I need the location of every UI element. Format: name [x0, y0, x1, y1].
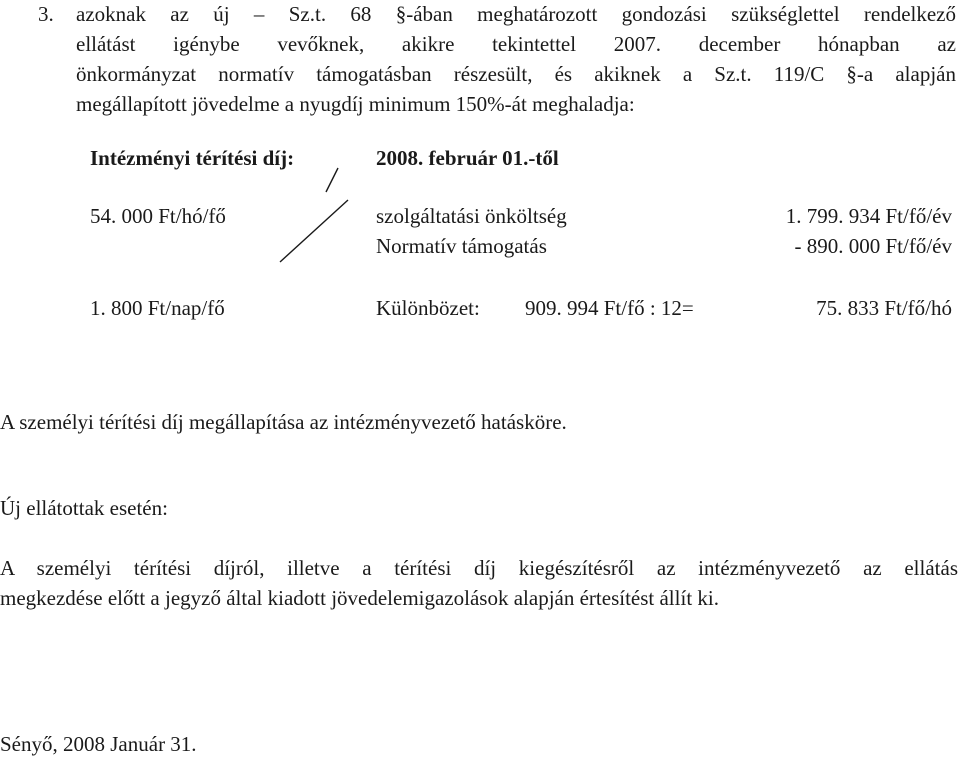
difference-value: 909. 994 Ft/fő : 12= [525, 296, 694, 320]
difference-result: 75. 833 Ft/fő/hó [816, 296, 952, 320]
fee-heading-label: Intézményi térítési díj: [90, 146, 295, 170]
item-line-4: megállapított jövedelme a nyugdíj minimum 150%-át meghaladja: [76, 92, 635, 116]
item-line-2: ellátást igénybe vevőknek, akikre tekintettel 2007. december hónapban az [76, 32, 956, 56]
item-line-1: azoknak az új – Sz.t. 68 §-ában meghatározott gondozási szükséglettel rendelkező [76, 2, 956, 26]
daily-fee: 1. 800 Ft/nap/fő [90, 296, 225, 320]
item-number: 3. [38, 2, 54, 26]
new-clients-line-2: megkezdése előtt a jegyző által kiadott jövedelemigazolások alapján értesítést állít ki. [0, 586, 719, 610]
normative-label: Normatív támogatás [376, 234, 547, 258]
cost-value: 1. 799. 934 Ft/fő/év [785, 204, 952, 228]
place-date: Sényő, 2008 Január 31. [0, 732, 197, 756]
personal-fee-text: A személyi térítési díj megállapítása az intézményvezető hatásköre. [0, 410, 567, 434]
new-clients-heading: Új ellátottak esetén: [0, 496, 168, 520]
difference-label: Különbözet: [376, 296, 480, 320]
cost-label: szolgáltatási önköltség [376, 204, 567, 228]
new-clients-line-1: A személyi térítési díjról, illetve a térítési díj kiegészítésről az intézményvezető az ellátás [0, 556, 958, 580]
normative-value: - 890. 000 Ft/fő/év [794, 234, 952, 258]
fee-heading-date: 2008. február 01.-től [376, 146, 559, 170]
monthly-fee: 54. 000 Ft/hó/fő [90, 204, 226, 228]
item-line-3: önkormányzat normatív támogatásban részesült, és akiknek a Sz.t. 119/C §-a alapján [76, 62, 956, 86]
